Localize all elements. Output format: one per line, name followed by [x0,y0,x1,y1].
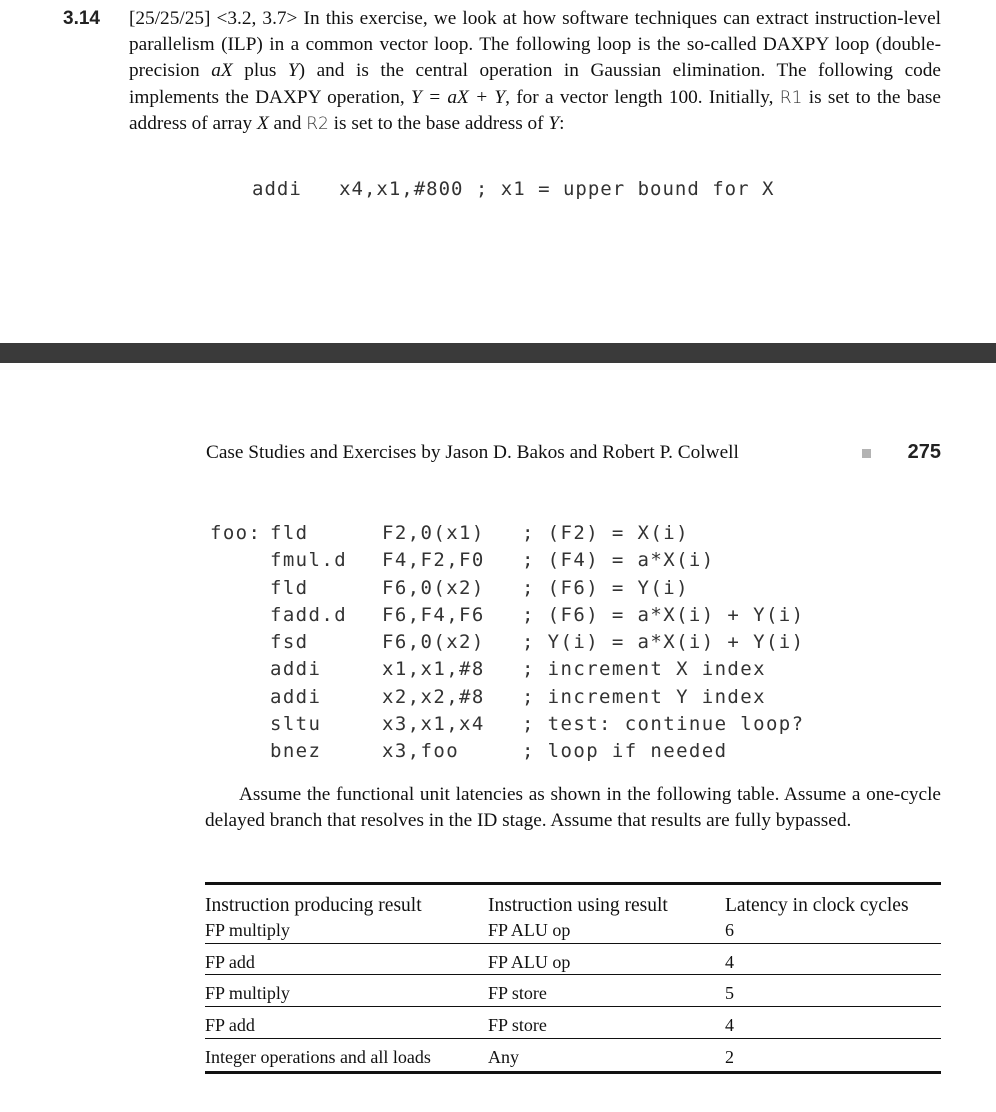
row-divider [205,1006,941,1007]
table-cell: FP add [205,1015,255,1035]
table-cell: 2 [725,1047,734,1067]
table-cell: FP ALU op [488,952,571,972]
table-cell: 5 [725,983,734,1003]
row-divider [205,974,941,975]
table-cell: FP store [488,983,547,1003]
register-r1: R1 [779,87,803,108]
table-header-cell: Instruction producing result [205,895,422,916]
exercise-text: [25/25/25] <3.2, 3.7> In this exercise, we look at how software techniques can extract instruction-level parallelism (ILP) in a common vector loop. The following loop is the so-called DAXPY loop (double-precision aX plus Y) and is the central operation in Gaussian elimination. The following code implements the DAXPY operation, Y = aX + Y, for a vector length 100. Initially, R1 is set to the base address of array X and R2 is set to the base address of Y: [129,8,941,134]
table-cell: 4 [725,952,734,972]
table-cell: FP ALU op [488,920,571,940]
table-header-cell: Latency in clock cycles [725,895,909,916]
page-divider [0,343,996,363]
table-header-cell: Instruction using result [488,895,668,916]
latency-intro-paragraph: Assume the functional unit latencies as shown in the following table. Assume a one-cycle delayed branch that resolves in the ID stage. Assume that results are fully bypassed. [205,784,941,832]
row-divider [205,943,941,944]
table-cell: 4 [725,1015,734,1035]
separator-square-icon [862,449,871,458]
table-cell: FP multiply [205,983,290,1003]
table-cell: 6 [725,920,734,940]
table-top-rule [205,882,941,885]
running-title: Case Studies and Exercises by Jason D. Bakos and Robert P. Colwell [206,442,739,463]
running-header [206,442,941,472]
exercise-tags: [25/25/25] <3.2, 3.7> [129,8,298,29]
table-cell: Any [488,1047,519,1067]
setup-code-line: addi x4,x1,#800 ; x1 = upper bound for X [252,178,775,200]
table-cell: FP add [205,952,255,972]
table-bottom-rule [205,1071,941,1074]
daxpy-equation: Y = aX + Y [411,86,506,108]
row-divider [205,1038,941,1039]
table-cell: Integer operations and all loads [205,1047,431,1067]
table-cell: FP multiply [205,920,290,940]
exercise-number: 3.14 [63,8,100,29]
table-cell: FP store [488,1015,547,1035]
page-number: 275 [907,441,941,463]
register-r2: R2 [306,113,329,134]
